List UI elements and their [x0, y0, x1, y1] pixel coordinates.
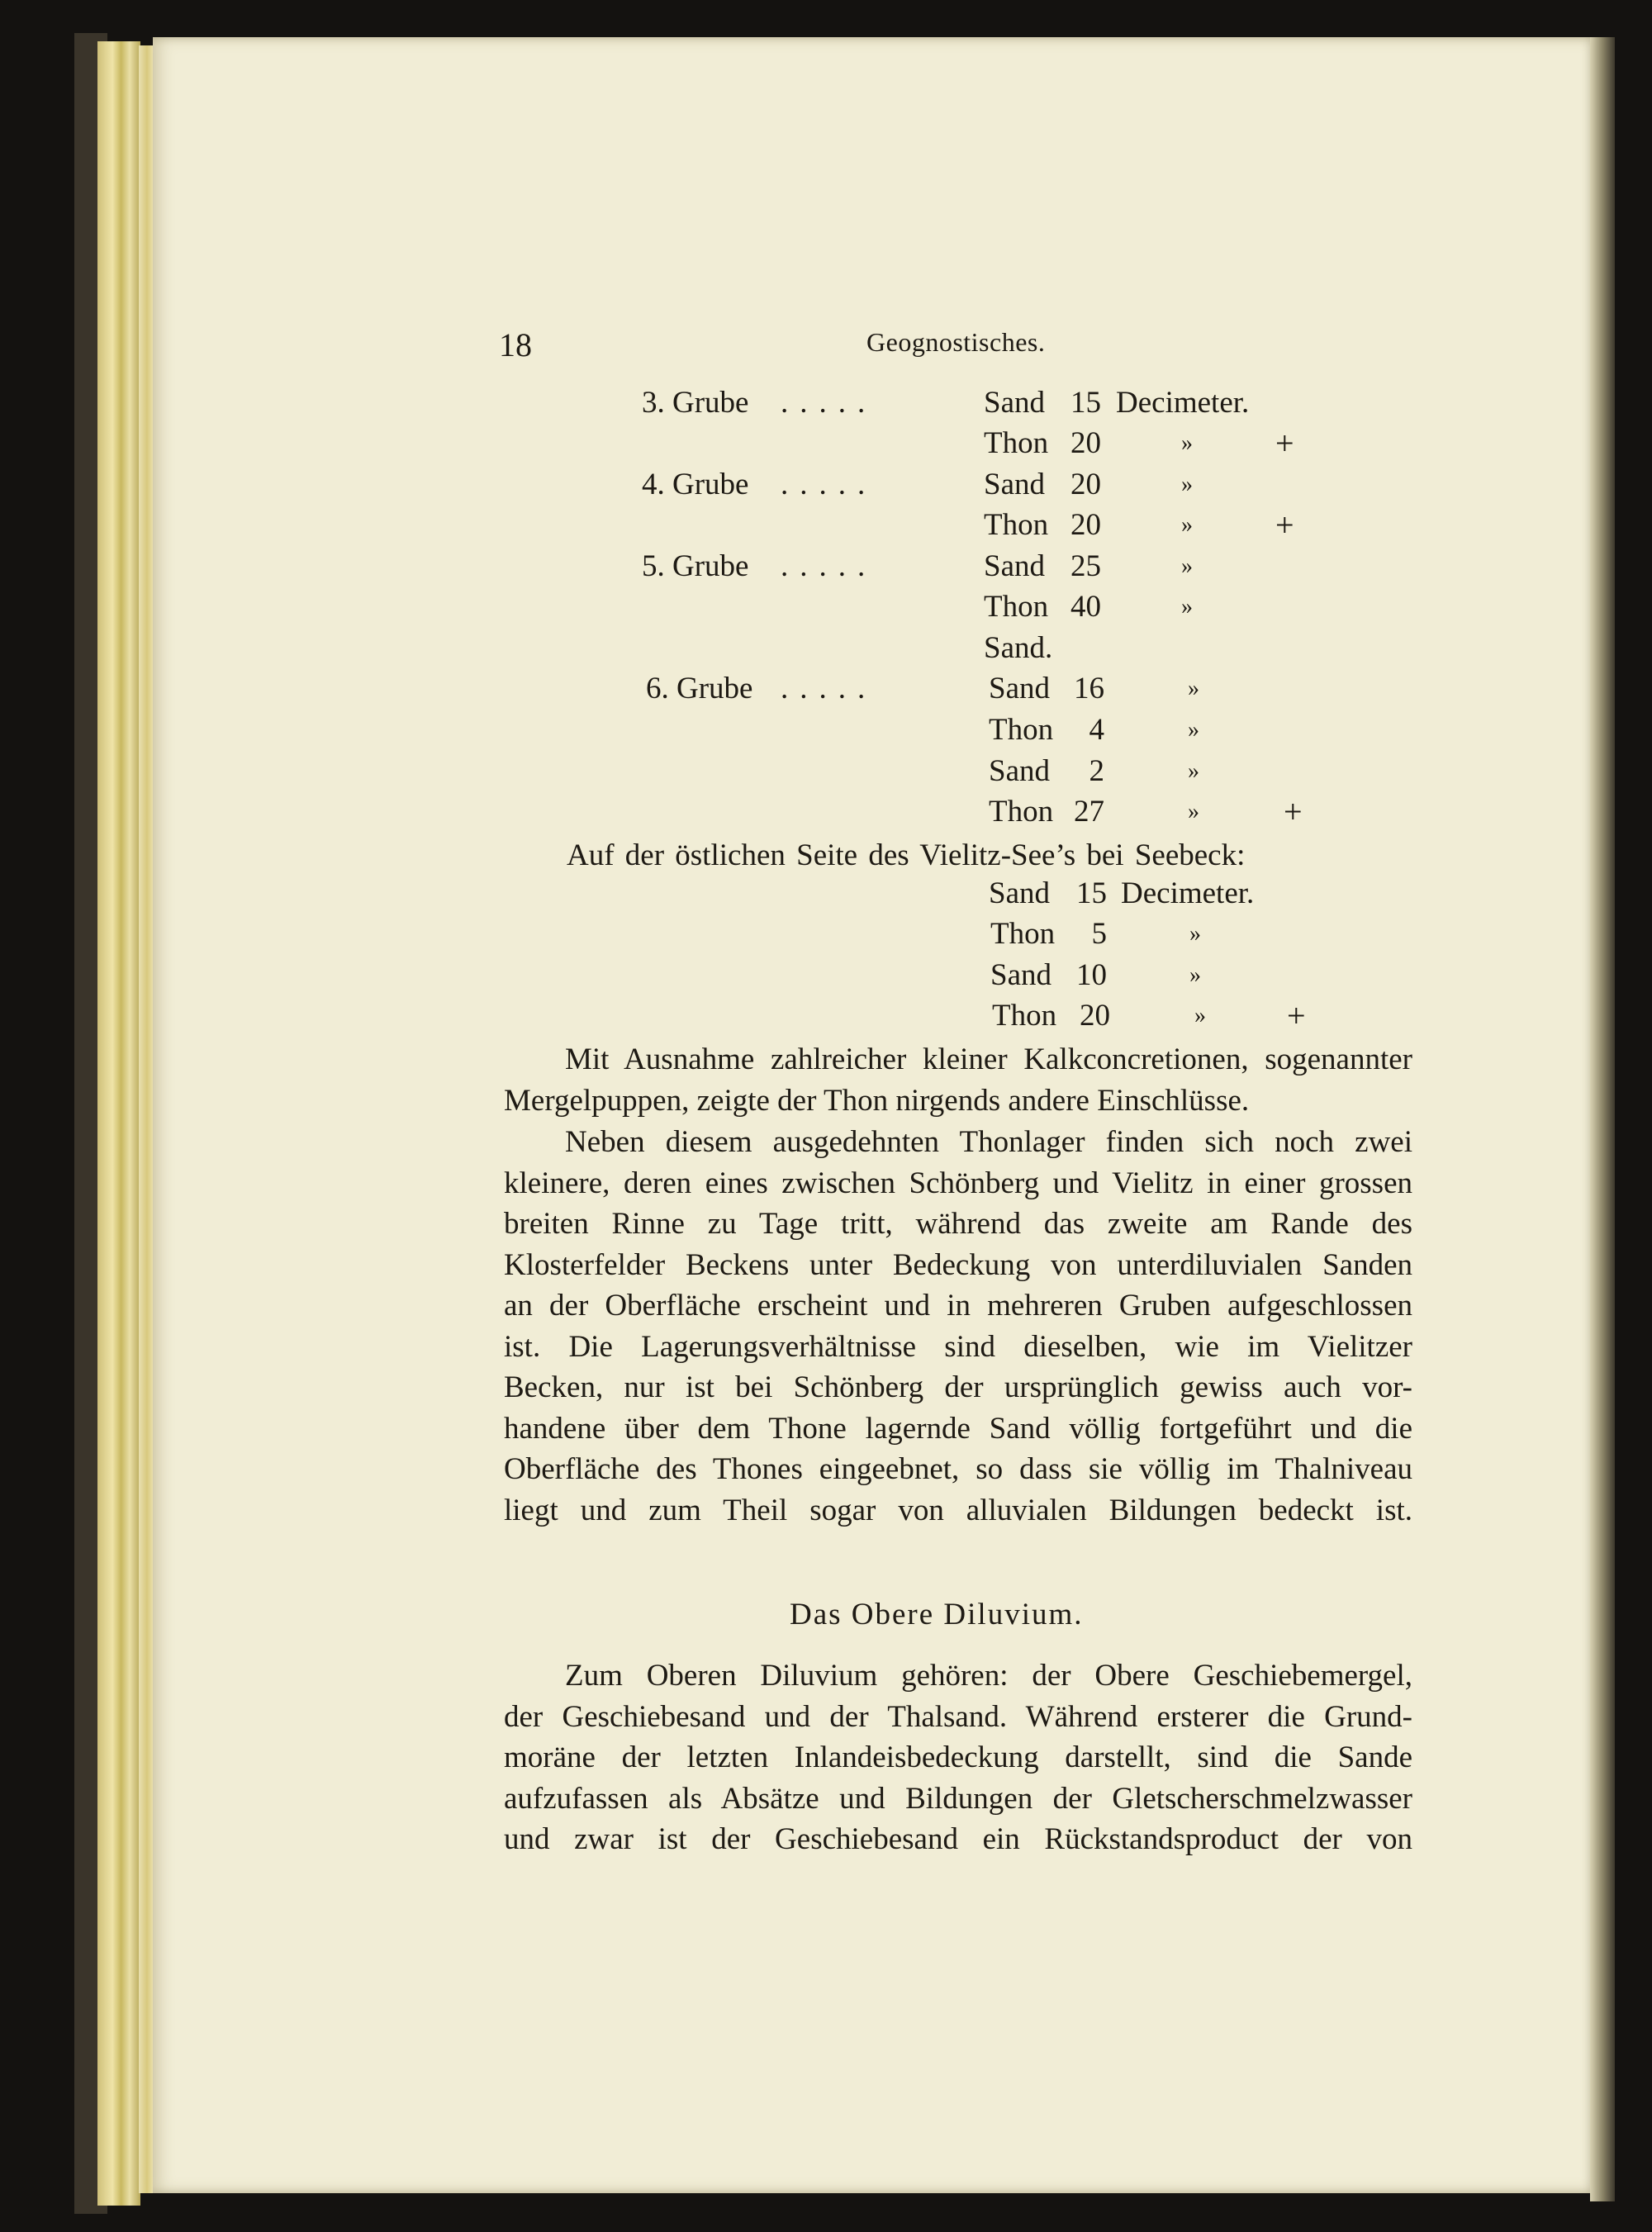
pit-label: 6. Grube	[646, 672, 753, 705]
layer-thickness: 2	[1089, 754, 1104, 788]
layer-material: Thon	[989, 713, 1054, 747]
ditto-mark: »	[1188, 758, 1199, 784]
leader-dots: .....	[781, 672, 877, 705]
table-row	[0, 955, 1652, 996]
layer-thickness: 20	[1070, 468, 1101, 501]
table-row	[0, 751, 1652, 792]
ditto-mark: »	[1188, 799, 1199, 824]
page-number: 18	[499, 326, 532, 363]
table-row	[0, 791, 1652, 833]
ditto-mark: »	[1188, 717, 1199, 743]
pit-label: 5. Grube	[642, 549, 749, 583]
table-row	[0, 586, 1652, 628]
text-line: an der Oberfläche erscheint und in mehreren Gruben aufgeschlossen	[504, 1289, 1412, 1323]
text-line: handene über dem Thone lagernde Sand völlig fortgeführt und die	[504, 1411, 1412, 1446]
ditto-mark: »	[1188, 676, 1199, 701]
leader-dots: .....	[781, 386, 877, 420]
text-line: Becken, nur ist bei Schönberg der ursprünglich gewiss auch vor-	[504, 1370, 1412, 1404]
layer-thickness: 20	[1080, 999, 1110, 1033]
table-row	[0, 382, 1652, 424]
layer-material: Sand	[989, 672, 1050, 705]
section-heading: Das Obere Diluvium.	[790, 1598, 1084, 1631]
leader-dots: .....	[781, 549, 877, 583]
paragraph-thonlager	[504, 1122, 1412, 1531]
table-row	[0, 505, 1652, 546]
ditto-mark: »	[1181, 430, 1193, 456]
table-row	[0, 464, 1652, 506]
layer-material: Sand	[989, 754, 1050, 788]
pit-label: 4. Grube	[642, 468, 749, 501]
ditto-mark: »	[1181, 594, 1193, 620]
plus-mark: +	[1275, 506, 1294, 544]
ditto-mark: »	[1189, 962, 1201, 988]
text-line: moräne der letzten Inlandeisbedeckung darstellt, sind die Sande	[504, 1740, 1412, 1774]
text-line: breiten Rinne zu Tage tritt, während das zweite am Rande des	[504, 1207, 1412, 1241]
text-line: der Geschiebesand und der Thalsand. Während ersterer die Grund-	[504, 1699, 1412, 1734]
layer-thickness: 15	[1070, 386, 1101, 420]
ditto-mark: »	[1189, 921, 1201, 947]
pit-label: 3. Grube	[642, 386, 749, 420]
layer-unit: Decimeter.	[1121, 876, 1255, 910]
text-line: Zum Oberen Diluvium gehören: der Obere Geschiebemergel,	[565, 1659, 1412, 1693]
layer-thickness: 27	[1074, 795, 1104, 829]
layer-thickness: 4	[1089, 713, 1104, 747]
table-row	[0, 873, 1652, 914]
ditto-mark: »	[1181, 472, 1193, 497]
text-line: Mergelpuppen, zeigte der Thon nirgends andere Einschlüsse.	[504, 1083, 1250, 1118]
layer-material: Thon	[984, 426, 1049, 460]
layer-thickness: 16	[1074, 672, 1104, 705]
layer-thickness: 20	[1070, 426, 1101, 460]
table-row	[0, 546, 1652, 587]
layer-material: Sand	[984, 468, 1045, 501]
text-line: liegt und zum Theil sogar von alluvialen Bildungen bedeckt ist.	[504, 1493, 1412, 1527]
text-line: ist. Die Lagerungsverhältnisse sind dieselben, wie im Vielitzer	[504, 1329, 1412, 1364]
leader-dots: .....	[781, 468, 877, 501]
text-line: Oberfläche des Thones eingeebnet, so dass sie völlig im Thalniveau	[504, 1452, 1412, 1486]
table-row	[0, 914, 1652, 955]
text-line: Neben diesem ausgedehnten Thonlager finden sich noch zwei	[565, 1125, 1412, 1159]
paragraph-oberes-diluvium	[504, 1655, 1412, 1860]
layer-thickness: 15	[1076, 876, 1107, 910]
table-row	[0, 710, 1652, 751]
layer-material: Thon	[984, 508, 1049, 542]
text-line: aufzufassen als Absätze und Bildungen der Gletscherschmelzwasser	[504, 1781, 1412, 1816]
layer-thickness: 25	[1070, 549, 1101, 583]
text-line: und zwar ist der Geschiebesand ein Rückstandsproduct der von	[504, 1822, 1412, 1856]
table-row	[0, 995, 1652, 1037]
layer-material: Sand	[989, 876, 1050, 910]
east-side-intro: Auf der östlichen Seite des Vielitz-See’s bei Seebeck:	[567, 838, 1246, 872]
layer-material: Sand	[984, 386, 1045, 420]
layer-material: Thon	[990, 917, 1056, 951]
ditto-mark: »	[1181, 512, 1193, 538]
plus-mark: +	[1275, 425, 1294, 462]
text-line: Mit Ausnahme zahlreicher kleiner Kalkconcretionen, sogenannter	[565, 1042, 1412, 1076]
table-row	[0, 628, 1652, 669]
plus-mark: +	[1284, 793, 1303, 830]
layer-material: Thon	[989, 795, 1054, 829]
layer-material: Thon	[984, 590, 1049, 624]
running-head: Geognostisches.	[866, 327, 1046, 357]
table-row	[0, 668, 1652, 710]
layer-thickness: 10	[1076, 958, 1107, 992]
text-line: Klosterfelder Beckens unter Bedeckung von unterdiluvialen Sanden	[504, 1247, 1412, 1282]
ditto-mark: »	[1194, 1003, 1206, 1028]
layer-material: Sand.	[984, 631, 1053, 665]
layer-thickness: 5	[1091, 917, 1107, 951]
layer-thickness: 40	[1070, 590, 1101, 624]
layer-thickness: 20	[1070, 508, 1101, 542]
table-row	[0, 423, 1652, 464]
plus-mark: +	[1287, 997, 1306, 1034]
layer-material: Sand	[984, 549, 1045, 583]
paragraph-concretions	[504, 1039, 1412, 1121]
layer-unit: Decimeter.	[1116, 386, 1250, 420]
text-line: kleinere, deren eines zwischen Schönberg und Vielitz in einer grossen	[504, 1166, 1412, 1200]
layer-material: Thon	[992, 999, 1057, 1033]
ditto-mark: »	[1181, 553, 1193, 579]
layer-material: Sand	[990, 958, 1051, 992]
